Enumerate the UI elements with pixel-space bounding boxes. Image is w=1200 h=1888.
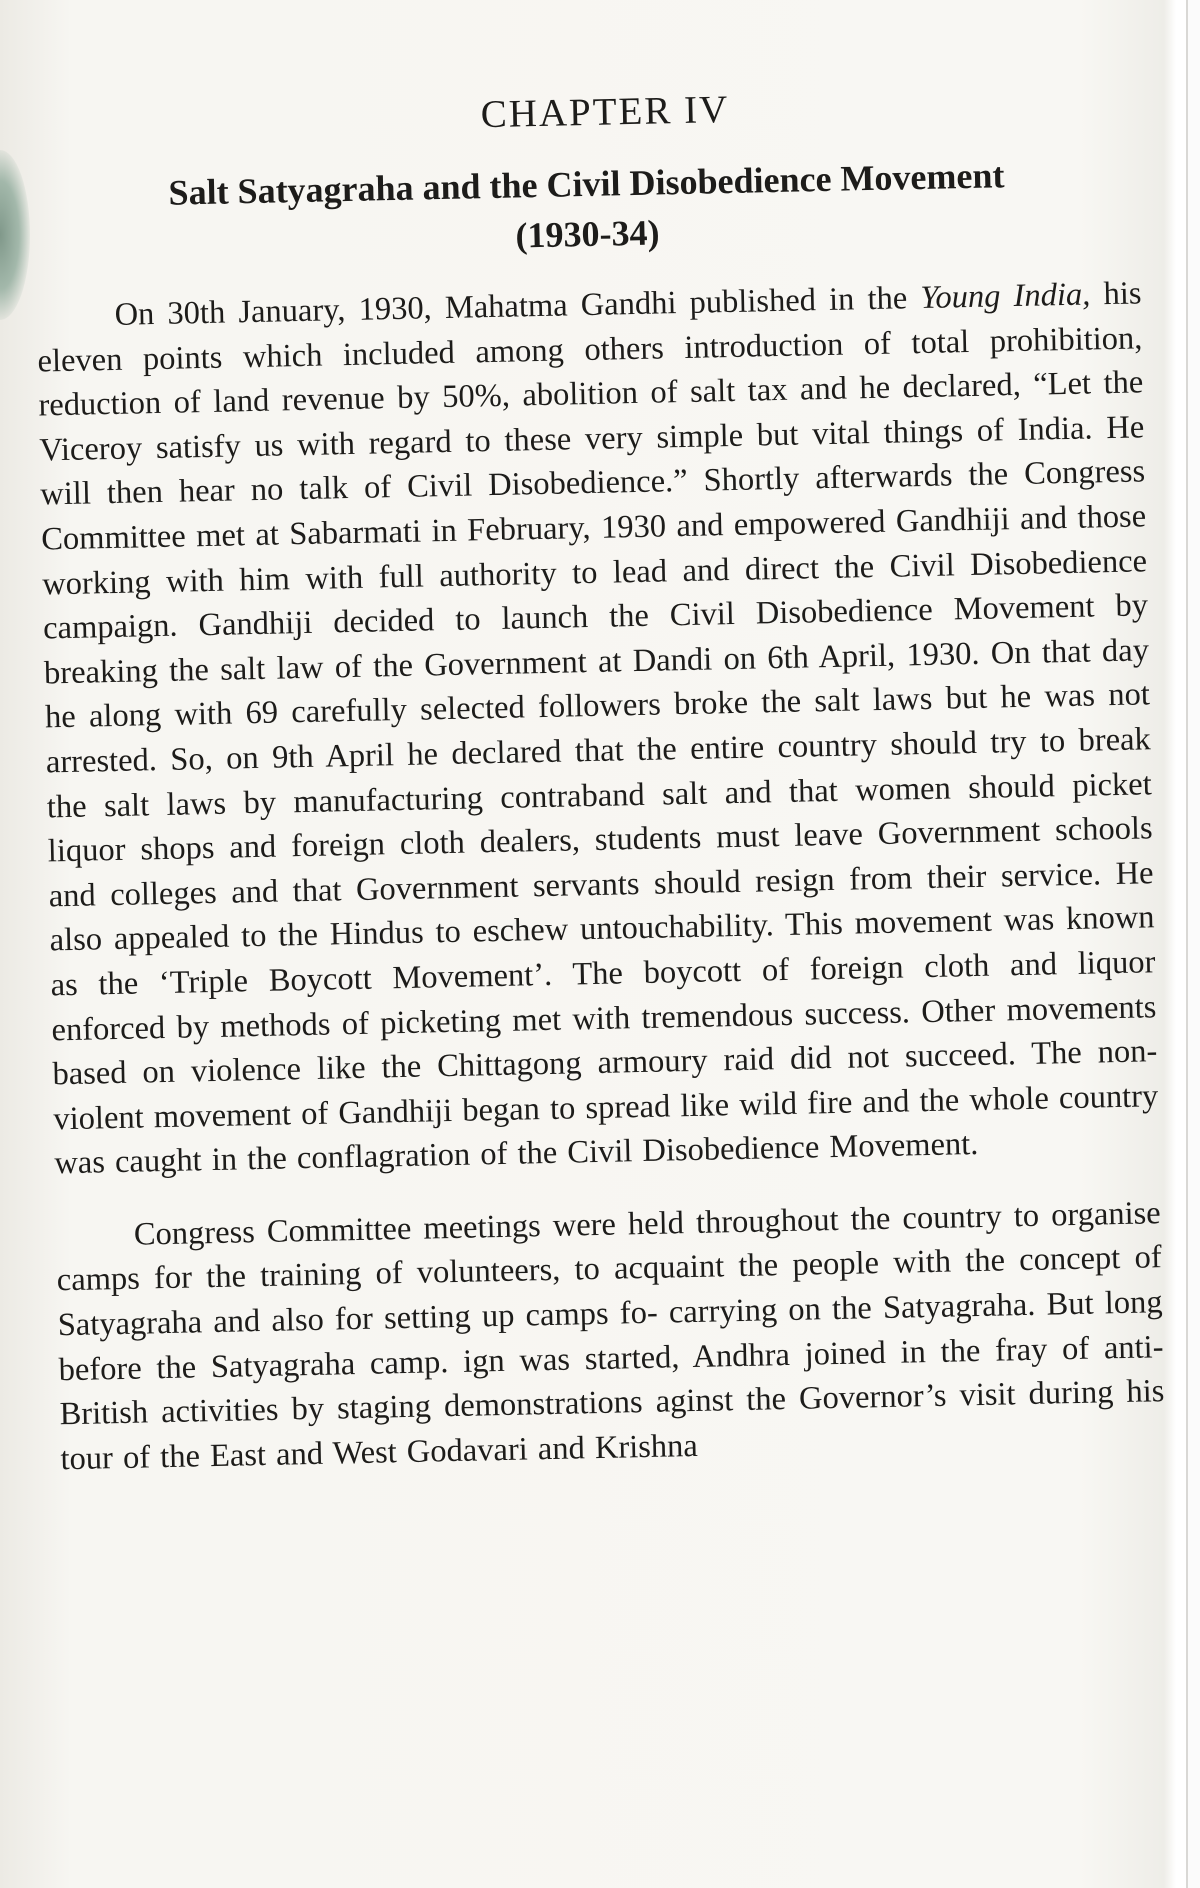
chapter-label: CHAPTER IV bbox=[480, 87, 730, 137]
page-content bbox=[32, 78, 1166, 1481]
paragraph-1 bbox=[36, 271, 1159, 1186]
paragraph-1-lead: On 30th January, 1930, Mahatma Gandhi published in the bbox=[114, 280, 908, 333]
paragraph-1-body: his eleven points which included among others introduction of total prohibition, reduction of land revenue by 50%, abolition of salt tax and he declared, “Let the Viceroy satisfy us with regard to these very simple but vital things of India. He will then hear no talk of Civil Disobedience.” Shortly afterwards the Congress Committee met at Sabarmati in February, 1930 and empowered Gandhiji and those working with him with full authority to lead and direct the Civil Disobedience campaign. Gandhiji decided to launch the Civil Disobedience Movement by breaking the salt law of the Government at Dandi on 6th April, 1930. On that day he along with 69 carefully selected followers broke the salt laws but he was not arrested. So, on 9th April he declared that the entire country should try to break the salt laws by manufacturing contraband salt and that women should picket liquor shops and foreign cloth dealers, students must leave Government schools and colleges and that Government servants should resign from their service. He also appealed to the Hindus to eschew untouchability. This movement was known as the ‘Triple Boycott Movement’. The boycott of foreign cloth and liquor enforced by methods of picketing met with tremendous success. Other movements based on violence like the Chittagong armoury raid did not succeed. The non-violent movement of Gandhiji began to spread like wild fire and the whole country was caught in the conflagration of the Civil Disobedience Movement. bbox=[37, 275, 1159, 1182]
publication-title: Young India, bbox=[919, 276, 1091, 317]
paragraph-2: Congress Committee meetings were held throughout the country to organise camps for the training of volunteers, to acquaint the people with the concept of Satyagraha and also for setting up camps fo- carrying on the Satyagraha. But long before the Satyagraha camp. ign was started, Andhra joined in the fray of anti-British activities by staging demonstrations aginst the Governor’s visit during his tour of the East and West Godavari and Krishna bbox=[56, 1195, 1165, 1478]
page-edge-shadow bbox=[0, 150, 30, 320]
page-right-margin bbox=[1186, 0, 1200, 1888]
chapter-title: Salt Satyagraha and the Civil Disobedience Movement (1930-34) bbox=[168, 155, 1005, 256]
